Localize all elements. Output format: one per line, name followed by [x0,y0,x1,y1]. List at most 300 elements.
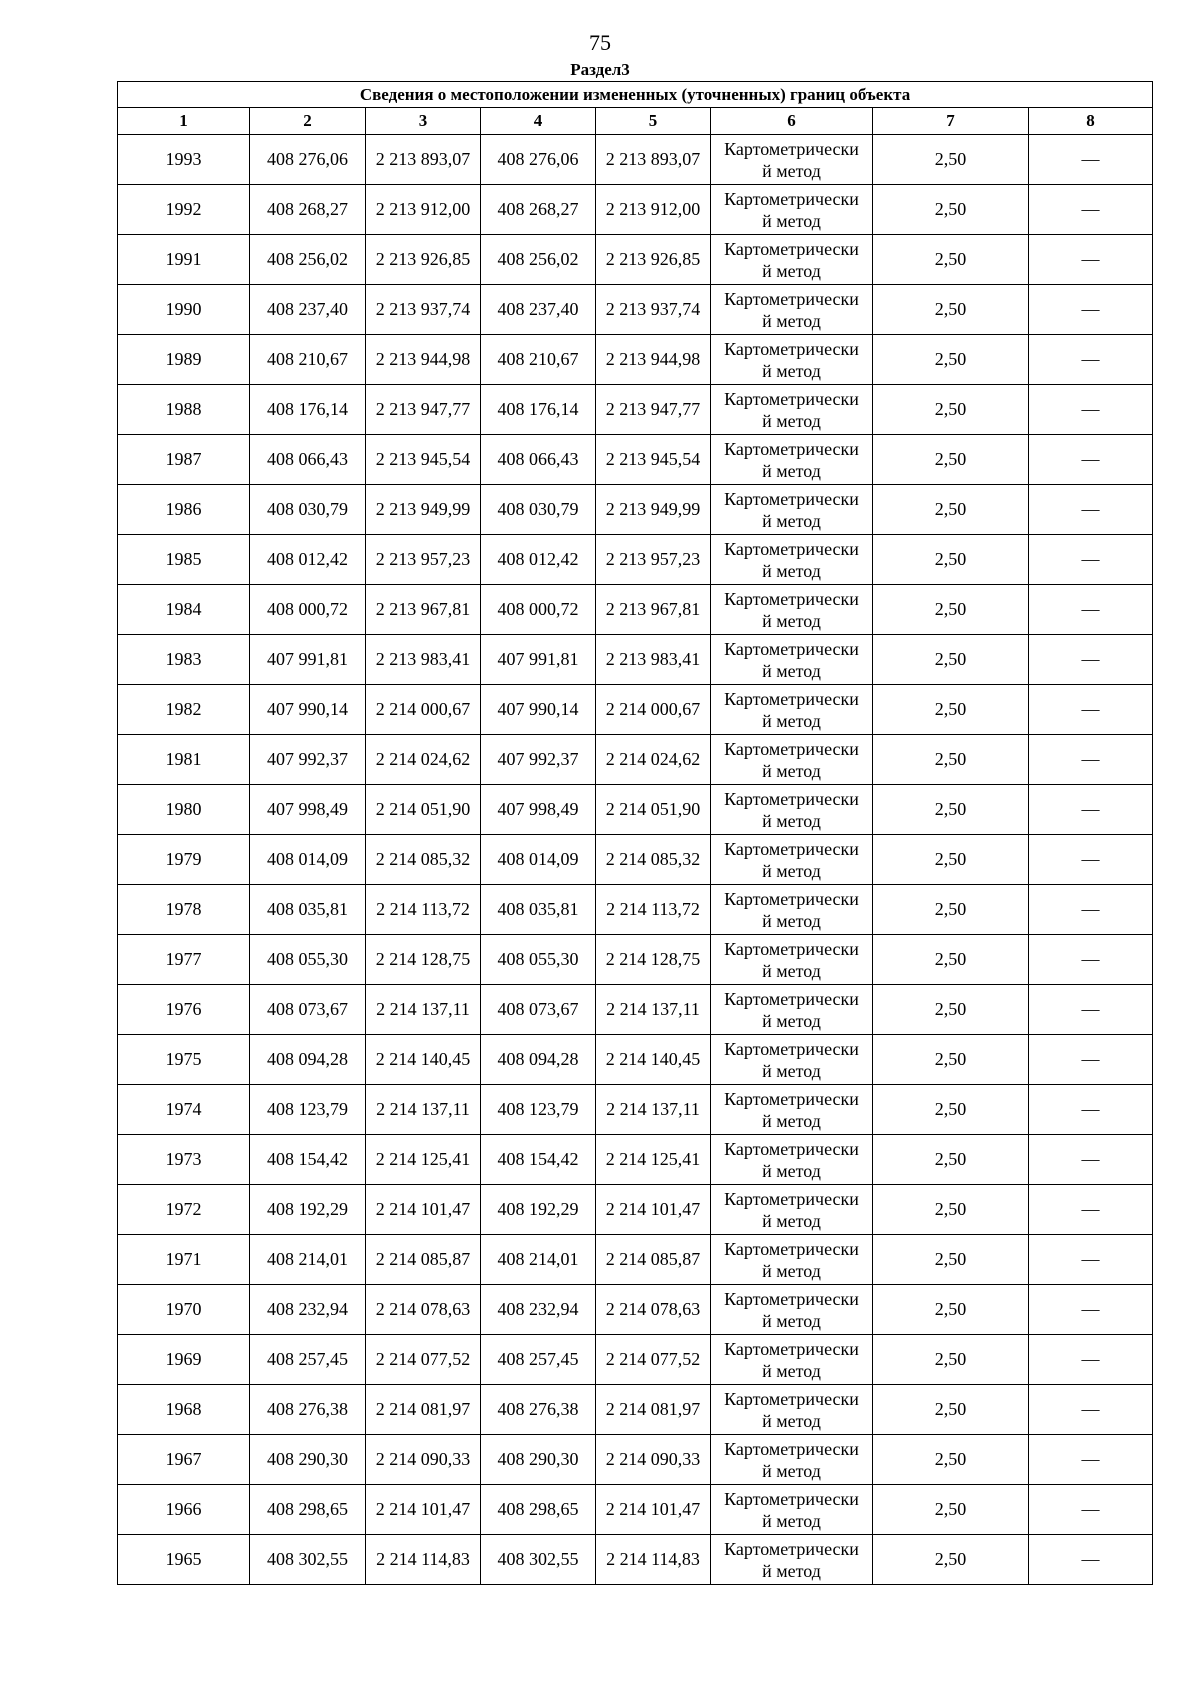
method-text-line: й метод [762,610,821,631]
y-coordinate-cell: 2 214 085,87 [366,1235,481,1285]
table-row [118,535,1153,585]
point-number-cell: 1991 [118,235,250,285]
description-cell: — [1029,485,1153,535]
method-text-line: Картометрически [724,188,859,209]
y-coordinate-new-cell: 2 214 128,75 [596,935,711,985]
description-cell: — [1029,1035,1153,1085]
accuracy-cell: 2,50 [873,1235,1029,1285]
point-number-cell: 1975 [118,1035,250,1085]
x-coordinate-new-cell: 408 073,67 [481,985,596,1035]
x-coordinate-new-cell: 407 992,37 [481,735,596,785]
method-cell [711,835,873,885]
x-coordinate-new-cell: 408 066,43 [481,435,596,485]
y-coordinate-cell: 2 214 128,75 [366,935,481,985]
y-coordinate-cell: 2 213 983,41 [366,635,481,685]
table-row [118,385,1153,435]
accuracy-cell: 2,50 [873,485,1029,535]
y-coordinate-new-cell: 2 213 912,00 [596,185,711,235]
accuracy-cell: 2,50 [873,385,1029,435]
table-row [118,1035,1153,1085]
y-coordinate-cell: 2 214 024,62 [366,735,481,785]
method-text-line: Картометрически [724,1438,859,1459]
method-cell [711,1135,873,1185]
y-coordinate-cell: 2 213 949,99 [366,485,481,535]
method-text-line: Картометрически [724,138,859,159]
x-coordinate-cell: 408 232,94 [250,1285,366,1335]
column-header: 8 [1029,108,1153,135]
point-number-cell: 1984 [118,585,250,635]
description-cell: — [1029,1085,1153,1135]
table-row [118,685,1153,735]
point-number-cell: 1976 [118,985,250,1035]
method-text-line: Картометрически [724,538,859,559]
y-coordinate-cell: 2 214 114,83 [366,1535,481,1585]
method-text-line: й метод [762,860,821,881]
point-number-cell: 1980 [118,785,250,835]
method-cell [711,335,873,385]
method-text-line: Картометрически [724,1488,859,1509]
x-coordinate-cell: 408 073,67 [250,985,366,1035]
method-cell [711,235,873,285]
point-number-cell: 1992 [118,185,250,235]
description-cell: — [1029,885,1153,935]
y-coordinate-new-cell: 2 213 957,23 [596,535,711,585]
y-coordinate-new-cell: 2 214 140,45 [596,1035,711,1085]
point-number-cell: 1990 [118,285,250,335]
y-coordinate-new-cell: 2 213 893,07 [596,135,711,185]
x-coordinate-new-cell: 408 123,79 [481,1085,596,1135]
method-text-line: й метод [762,310,821,331]
method-text-line: Картометрически [724,888,859,909]
column-header: 1 [118,108,250,135]
x-coordinate-new-cell: 408 192,29 [481,1185,596,1235]
point-number-cell: 1982 [118,685,250,735]
description-cell: — [1029,785,1153,835]
y-coordinate-new-cell: 2 214 078,63 [596,1285,711,1335]
table-row [118,985,1153,1035]
accuracy-cell: 2,50 [873,885,1029,935]
table-caption: Сведения о местоположении измененных (уточненных) границ объекта [118,82,1153,108]
y-coordinate-cell: 2 214 137,11 [366,985,481,1035]
table-row [118,185,1153,235]
accuracy-cell: 2,50 [873,1485,1029,1535]
method-cell [711,885,873,935]
y-coordinate-cell: 2 213 957,23 [366,535,481,585]
method-text-line: й метод [762,410,821,431]
column-header: 3 [366,108,481,135]
point-number-cell: 1989 [118,335,250,385]
y-coordinate-new-cell: 2 214 090,33 [596,1435,711,1485]
boundary-coordinates-table [117,81,1153,1585]
method-cell [711,585,873,635]
page-number: 75 [589,30,611,55]
method-text-line: Картометрически [724,588,859,609]
table-row [118,1535,1153,1585]
y-coordinate-cell: 2 213 944,98 [366,335,481,385]
x-coordinate-cell: 408 035,81 [250,885,366,935]
y-coordinate-cell: 2 214 077,52 [366,1335,481,1385]
y-coordinate-new-cell: 2 213 949,99 [596,485,711,535]
method-text-line: й метод [762,1160,821,1181]
y-coordinate-new-cell: 2 213 945,54 [596,435,711,485]
description-cell: — [1029,635,1153,685]
method-text-line: Картометрически [724,1138,859,1159]
table-row [118,285,1153,335]
method-cell [711,1335,873,1385]
table-row [118,1085,1153,1135]
x-coordinate-cell: 408 276,06 [250,135,366,185]
point-number-cell: 1987 [118,435,250,485]
accuracy-cell: 2,50 [873,685,1029,735]
description-cell: — [1029,935,1153,985]
y-coordinate-new-cell: 2 214 114,83 [596,1535,711,1585]
description-cell: — [1029,1185,1153,1235]
point-number-cell: 1972 [118,1185,250,1235]
method-text-line: й метод [762,510,821,531]
x-coordinate-new-cell: 408 012,42 [481,535,596,585]
y-coordinate-new-cell: 2 214 081,97 [596,1385,711,1435]
method-text-line: й метод [762,1110,821,1131]
method-text-line: Картометрически [724,288,859,309]
point-number-cell: 1978 [118,885,250,935]
method-cell [711,485,873,535]
method-text-line: Картометрически [724,1088,859,1109]
x-coordinate-cell: 408 290,30 [250,1435,366,1485]
method-cell [711,535,873,585]
method-text-line: Картометрически [724,1238,859,1259]
y-coordinate-new-cell: 2 214 077,52 [596,1335,711,1385]
x-coordinate-cell: 408 012,42 [250,535,366,585]
table-row [118,1385,1153,1435]
y-coordinate-cell: 2 214 101,47 [366,1185,481,1235]
method-text-line: Картометрически [724,788,859,809]
y-coordinate-new-cell: 2 213 983,41 [596,635,711,685]
column-header: 2 [250,108,366,135]
accuracy-cell: 2,50 [873,635,1029,685]
y-coordinate-cell: 2 213 912,00 [366,185,481,235]
table-row [118,1235,1153,1285]
y-coordinate-cell: 2 214 140,45 [366,1035,481,1085]
accuracy-cell: 2,50 [873,985,1029,1035]
description-cell: — [1029,1385,1153,1435]
x-coordinate-new-cell: 408 055,30 [481,935,596,985]
description-cell: — [1029,985,1153,1035]
y-coordinate-cell: 2 214 051,90 [366,785,481,835]
accuracy-cell: 2,50 [873,835,1029,885]
method-cell [711,285,873,335]
x-coordinate-new-cell: 408 030,79 [481,485,596,535]
method-cell [711,635,873,685]
table-row [118,935,1153,985]
point-number-cell: 1974 [118,1085,250,1135]
table-row [118,1435,1153,1485]
x-coordinate-new-cell: 408 256,02 [481,235,596,285]
method-cell [711,1385,873,1435]
y-coordinate-new-cell: 2 214 113,72 [596,885,711,935]
accuracy-cell: 2,50 [873,935,1029,985]
table-row [118,885,1153,935]
table-row [118,485,1153,535]
point-number-cell: 1967 [118,1435,250,1485]
x-coordinate-cell: 408 030,79 [250,485,366,535]
method-text-line: й метод [762,1460,821,1481]
table-row [118,1335,1153,1385]
method-text-line: й метод [762,1010,821,1031]
x-coordinate-cell: 408 154,42 [250,1135,366,1185]
method-text-line: Картометрически [724,838,859,859]
method-text-line: й метод [762,1260,821,1281]
y-coordinate-cell: 2 213 926,85 [366,235,481,285]
method-cell [711,1485,873,1535]
method-text-line: й метод [762,1510,821,1531]
x-coordinate-cell: 408 192,29 [250,1185,366,1235]
x-coordinate-cell: 408 014,09 [250,835,366,885]
method-text-line: й метод [762,260,821,281]
table-row [118,1185,1153,1235]
x-coordinate-new-cell: 408 237,40 [481,285,596,335]
x-coordinate-cell: 408 257,45 [250,1335,366,1385]
table-row [118,635,1153,685]
x-coordinate-cell: 407 998,49 [250,785,366,835]
x-coordinate-cell: 408 268,27 [250,185,366,235]
description-cell: — [1029,585,1153,635]
x-coordinate-new-cell: 408 094,28 [481,1035,596,1085]
method-text-line: Картометрически [724,438,859,459]
method-cell [711,1235,873,1285]
x-coordinate-new-cell: 407 990,14 [481,685,596,735]
y-coordinate-cell: 2 213 947,77 [366,385,481,435]
description-cell: — [1029,285,1153,335]
method-text-line: й метод [762,560,821,581]
y-coordinate-cell: 2 214 090,33 [366,1435,481,1485]
description-cell: — [1029,1485,1153,1535]
method-text-line: й метод [762,960,821,981]
y-coordinate-new-cell: 2 214 024,62 [596,735,711,785]
description-cell: — [1029,235,1153,285]
description-cell: — [1029,535,1153,585]
x-coordinate-new-cell: 408 257,45 [481,1335,596,1385]
method-text-line: й метод [762,1410,821,1431]
method-text-line: й метод [762,210,821,231]
method-text-line: й метод [762,1310,821,1331]
accuracy-cell: 2,50 [873,735,1029,785]
method-text-line: Картометрически [724,338,859,359]
method-text-line: Картометрически [724,1038,859,1059]
y-coordinate-cell: 2 214 085,32 [366,835,481,885]
x-coordinate-new-cell: 408 276,06 [481,135,596,185]
point-number-cell: 1981 [118,735,250,785]
x-coordinate-cell: 408 094,28 [250,1035,366,1085]
x-coordinate-new-cell: 407 998,49 [481,785,596,835]
description-cell: — [1029,1235,1153,1285]
method-cell [711,135,873,185]
accuracy-cell: 2,50 [873,585,1029,635]
x-coordinate-cell: 408 176,14 [250,385,366,435]
point-number-cell: 1988 [118,385,250,435]
point-number-cell: 1969 [118,1335,250,1385]
y-coordinate-cell: 2 214 101,47 [366,1485,481,1535]
y-coordinate-cell: 2 213 893,07 [366,135,481,185]
x-coordinate-cell: 408 302,55 [250,1535,366,1585]
table-row [118,235,1153,285]
y-coordinate-new-cell: 2 214 101,47 [596,1185,711,1235]
accuracy-cell: 2,50 [873,535,1029,585]
x-coordinate-cell: 408 066,43 [250,435,366,485]
y-coordinate-new-cell: 2 213 947,77 [596,385,711,435]
y-coordinate-new-cell: 2 214 051,90 [596,785,711,835]
method-text-line: Картометрически [724,488,859,509]
method-cell [711,1035,873,1085]
x-coordinate-new-cell: 408 000,72 [481,585,596,635]
method-text-line: Картометрически [724,1188,859,1209]
point-number-cell: 1968 [118,1385,250,1435]
method-text-line: й метод [762,660,821,681]
table-row [118,735,1153,785]
x-coordinate-cell: 408 237,40 [250,285,366,335]
method-cell [711,185,873,235]
method-text-line: Картометрически [724,1288,859,1309]
accuracy-cell: 2,50 [873,185,1029,235]
x-coordinate-new-cell: 408 298,65 [481,1485,596,1535]
table-row [118,1285,1153,1335]
method-text-line: й метод [762,910,821,931]
method-cell [711,1435,873,1485]
method-text-line: Картометрически [724,988,859,1009]
accuracy-cell: 2,50 [873,1035,1029,1085]
description-cell: — [1029,1135,1153,1185]
point-number-cell: 1979 [118,835,250,885]
table-row [118,785,1153,835]
accuracy-cell: 2,50 [873,1385,1029,1435]
method-cell [711,1085,873,1135]
point-number-cell: 1965 [118,1535,250,1585]
accuracy-cell: 2,50 [873,785,1029,835]
y-coordinate-new-cell: 2 214 085,87 [596,1235,711,1285]
y-coordinate-new-cell: 2 214 125,41 [596,1135,711,1185]
method-text-line: Картометрически [724,938,859,959]
x-coordinate-new-cell: 408 176,14 [481,385,596,435]
y-coordinate-new-cell: 2 214 137,11 [596,985,711,1035]
method-cell [711,735,873,785]
method-cell [711,685,873,735]
y-coordinate-cell: 2 214 137,11 [366,1085,481,1135]
description-cell: — [1029,135,1153,185]
description-cell: — [1029,435,1153,485]
accuracy-cell: 2,50 [873,1435,1029,1485]
y-coordinate-cell: 2 214 125,41 [366,1135,481,1185]
x-coordinate-cell: 408 000,72 [250,585,366,635]
point-number-cell: 1973 [118,1135,250,1185]
method-text-line: й метод [762,460,821,481]
table-row [118,835,1153,885]
description-cell: — [1029,835,1153,885]
x-coordinate-cell: 408 276,38 [250,1385,366,1435]
method-text-line: Картометрически [724,638,859,659]
point-number-cell: 1970 [118,1285,250,1335]
x-coordinate-new-cell: 408 035,81 [481,885,596,935]
method-text-line: Картометрически [724,238,859,259]
method-cell [711,1185,873,1235]
method-text-line: й метод [762,360,821,381]
method-text-line: й метод [762,1360,821,1381]
description-cell: — [1029,1285,1153,1335]
method-text-line: й метод [762,710,821,731]
method-text-line: Картометрически [724,688,859,709]
y-coordinate-new-cell: 2 214 101,47 [596,1485,711,1535]
accuracy-cell: 2,50 [873,1085,1029,1135]
x-coordinate-new-cell: 408 302,55 [481,1535,596,1585]
accuracy-cell: 2,50 [873,1135,1029,1185]
method-cell [711,435,873,485]
accuracy-cell: 2,50 [873,235,1029,285]
y-coordinate-new-cell: 2 214 000,67 [596,685,711,735]
method-cell [711,385,873,435]
description-cell: — [1029,1535,1153,1585]
x-coordinate-new-cell: 408 268,27 [481,185,596,235]
point-number-cell: 1983 [118,635,250,685]
method-text-line: Картометрически [724,1538,859,1559]
y-coordinate-cell: 2 214 000,67 [366,685,481,735]
table-row [118,1135,1153,1185]
table-row [118,335,1153,385]
point-number-cell: 1985 [118,535,250,585]
y-coordinate-new-cell: 2 214 085,32 [596,835,711,885]
column-header: 5 [596,108,711,135]
x-coordinate-new-cell: 408 210,67 [481,335,596,385]
method-text-line: Картометрически [724,1338,859,1359]
description-cell: — [1029,1335,1153,1385]
method-cell [711,985,873,1035]
description-cell: — [1029,385,1153,435]
point-number-cell: 1966 [118,1485,250,1535]
method-cell [711,935,873,985]
section-title: Раздел3 [570,60,630,79]
table-body [118,135,1153,1585]
method-text-line: Картометрически [724,388,859,409]
x-coordinate-cell: 408 298,65 [250,1485,366,1535]
y-coordinate-cell: 2 213 945,54 [366,435,481,485]
point-number-cell: 1977 [118,935,250,985]
description-cell: — [1029,1435,1153,1485]
x-coordinate-new-cell: 408 214,01 [481,1235,596,1285]
point-number-cell: 1993 [118,135,250,185]
method-cell [711,785,873,835]
x-coordinate-new-cell: 408 276,38 [481,1385,596,1435]
y-coordinate-cell: 2 214 078,63 [366,1285,481,1335]
y-coordinate-new-cell: 2 213 926,85 [596,235,711,285]
table-row [118,585,1153,635]
x-coordinate-cell: 408 214,01 [250,1235,366,1285]
x-coordinate-new-cell: 408 232,94 [481,1285,596,1335]
x-coordinate-cell: 408 123,79 [250,1085,366,1135]
description-cell: — [1029,735,1153,785]
x-coordinate-new-cell: 407 991,81 [481,635,596,685]
y-coordinate-cell: 2 214 113,72 [366,885,481,935]
x-coordinate-cell: 407 992,37 [250,735,366,785]
accuracy-cell: 2,50 [873,285,1029,335]
table-row [118,135,1153,185]
x-coordinate-new-cell: 408 154,42 [481,1135,596,1185]
method-cell [711,1535,873,1585]
description-cell: — [1029,335,1153,385]
x-coordinate-cell: 407 991,81 [250,635,366,685]
y-coordinate-new-cell: 2 213 937,74 [596,285,711,335]
x-coordinate-cell: 408 256,02 [250,235,366,285]
table-row [118,435,1153,485]
accuracy-cell: 2,50 [873,435,1029,485]
method-text-line: Картометрически [724,738,859,759]
accuracy-cell: 2,50 [873,1535,1029,1585]
